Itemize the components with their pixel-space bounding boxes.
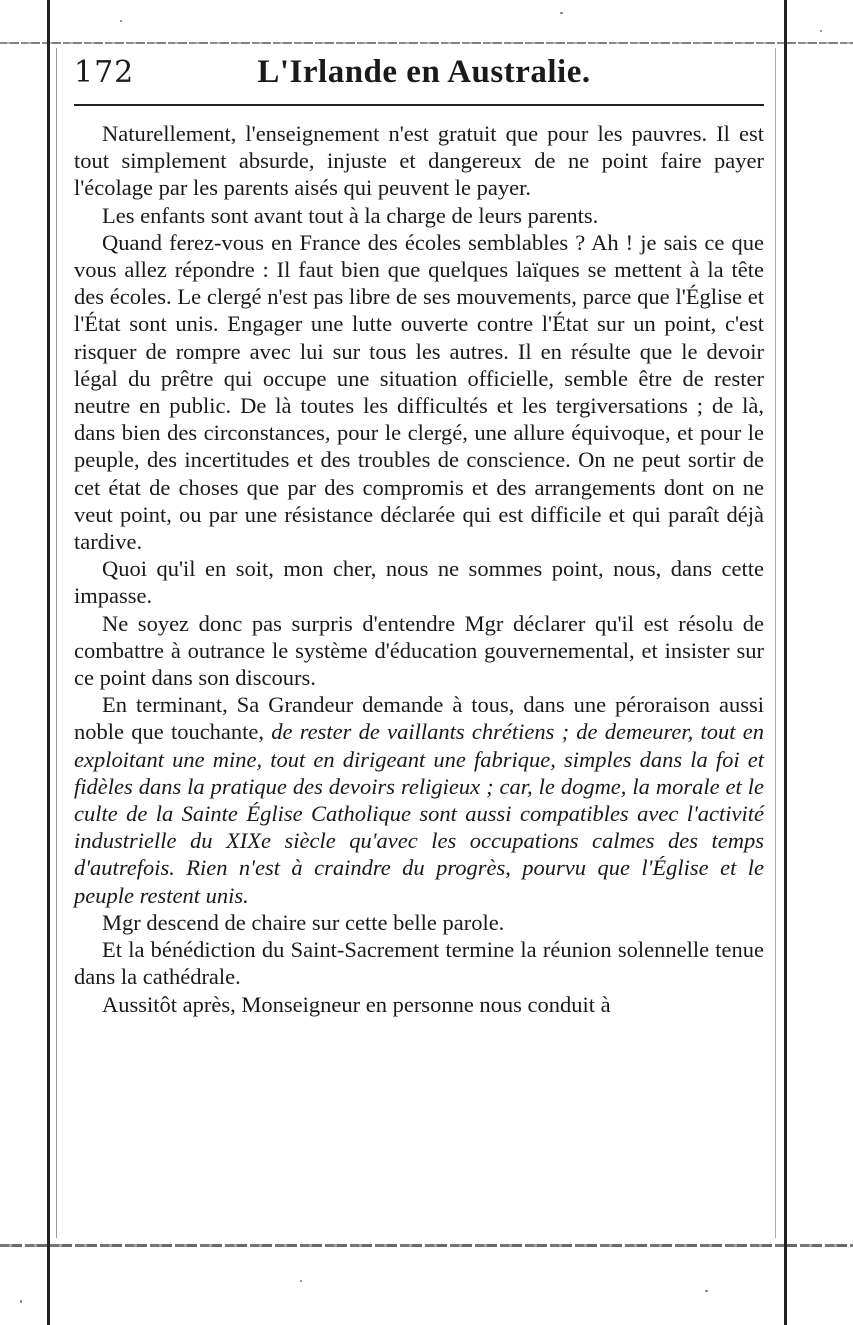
bottom-border-rule bbox=[0, 1244, 853, 1247]
paragraph bbox=[74, 120, 764, 202]
paragraph-text: En terminant, Sa Grandeur demande à tous, dans une péroraison aussi noble que touchante, bbox=[74, 692, 764, 745]
paragraph-text: Naturellement, l'enseignement n'est gratuit que pour les pauvres. Il est tout simplement absurde, injuste et dangereux de ne point faire payer l'écolage par les parents aisés qui peuvent le payer. bbox=[74, 121, 764, 201]
scan-speckle bbox=[20, 1300, 22, 1303]
paragraph bbox=[74, 229, 764, 555]
paragraph-text: Quoi qu'il en soit, mon cher, nous ne sommes point, nous, dans cette impasse. bbox=[74, 556, 764, 609]
paragraph-text: Et la bénédiction du Saint-Sacrement termine la réunion solennelle tenue dans la cathédrale. bbox=[74, 937, 764, 990]
running-title: L'Irlande en Australie. bbox=[257, 54, 591, 90]
scan-speckle bbox=[705, 1290, 708, 1292]
body-text bbox=[74, 120, 764, 1018]
paragraph-text: Les enfants sont avant tout à la charge de leurs parents. bbox=[102, 202, 599, 228]
left-inner-line bbox=[56, 48, 57, 1238]
scan-speckle bbox=[120, 20, 122, 22]
paragraph bbox=[74, 555, 764, 609]
left-margin-bar bbox=[47, 0, 50, 1325]
quoted-italic-text: de rester de vaillants chrétiens ; de demeurer, tout en exploitant une mine, tout en dirigeant une fabrique, simples dans la foi et fidèles dans la pratique des devoirs religieux ; car, le dogme, la morale et le culte de la Sainte Église Catholique sont aussi compatibles avec l'activité industrielle du XIXe siècle qu'avec les occupations calmes des temps d'autrefois. Rien n'est à craindre du progrès, pourvu que l'Église et le peuple restent unis. bbox=[74, 719, 765, 908]
book-page bbox=[74, 54, 764, 1018]
paragraph-text: Mgr descend de chaire sur cette belle parole. bbox=[102, 909, 505, 935]
top-border-rule bbox=[0, 42, 853, 44]
running-header bbox=[74, 54, 764, 106]
paragraph bbox=[74, 909, 764, 936]
paragraph-text: Aussitôt après, Monseigneur en personne nous conduit à bbox=[102, 991, 611, 1017]
paragraph bbox=[74, 936, 764, 990]
paragraph bbox=[74, 202, 764, 229]
scan-speckle bbox=[820, 30, 822, 32]
right-margin-bar bbox=[784, 0, 787, 1325]
paragraph bbox=[74, 610, 764, 692]
paragraph bbox=[74, 691, 764, 909]
scan-speckle bbox=[560, 12, 563, 14]
right-inner-line bbox=[775, 48, 776, 1238]
page-number: 172 bbox=[74, 55, 135, 90]
paragraph-text: Ne soyez donc pas surpris d'entendre Mgr déclarer qu'il est résolu de combattre à outrance le système d'éducation gouvernemental, et insister sur ce point dans son discours. bbox=[74, 610, 764, 691]
paragraph bbox=[74, 991, 764, 1018]
paragraph-text: Quand ferez-vous en France des écoles semblables ? Ah ! je sais ce que vous allez répondre : Il faut bien que quelques laïques se mettent à la tête des écoles. Le clergé n'est pas libre de ses mouvements, parce que l'Église et l'État sont unis. Engager une lutte ouverte contre l'État sur un point, c'est risquer de rompre avec lui sur tous les autres. Il en résulte que le devoir légal du prêtre qui occupe une situation officielle, semble être de rester neutre en public. De là toutes les difficultés et les tergiversations ; de là, dans bien des circonstances, pour le clergé, une allure équivoque, et pour le peuple, des incertitudes et des troubles de conscience. On ne peut sortir de cet état de choses que par des compromis et des arrangements dont on ne veut point, ou par une résistance déclarée qui est difficile et qui paraît déjà tardive. bbox=[74, 229, 764, 555]
scan-speckle bbox=[300, 1280, 302, 1282]
